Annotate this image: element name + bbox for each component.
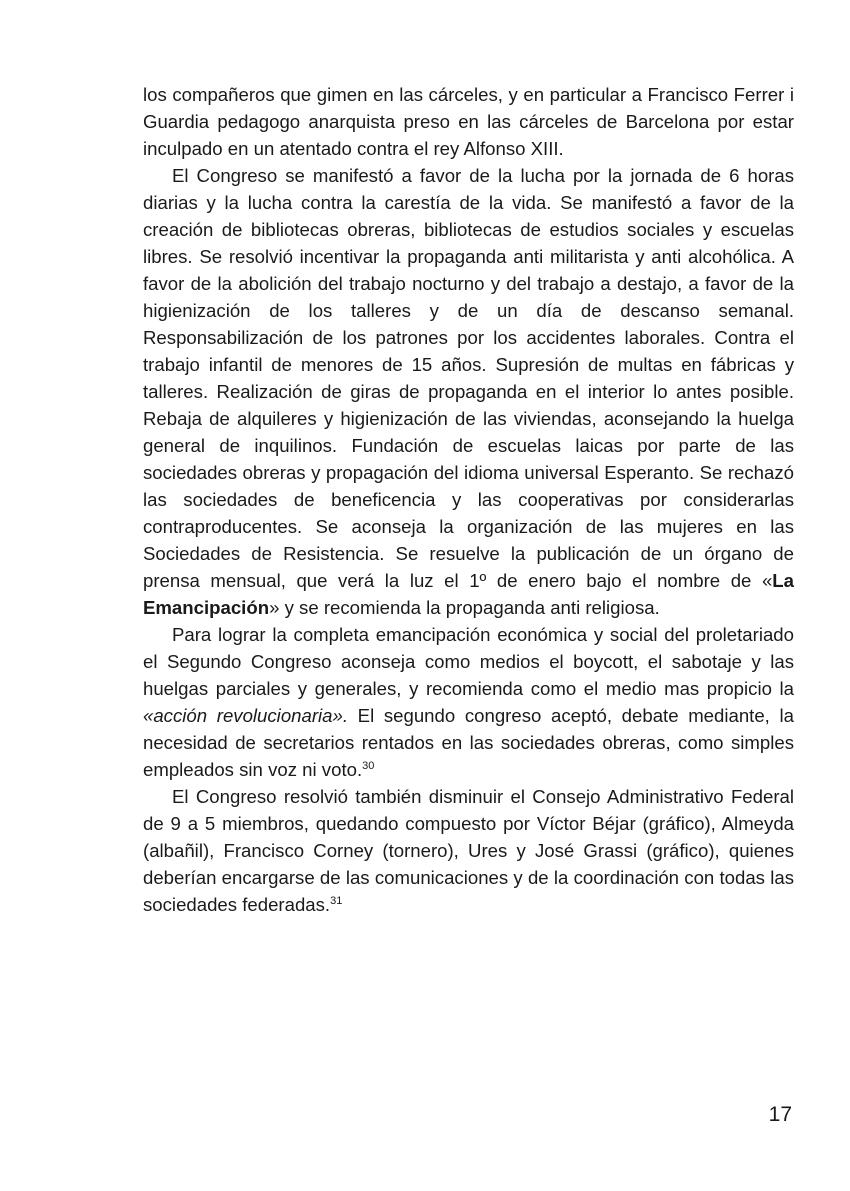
body-text [143, 81, 794, 918]
paragraph-3 [143, 621, 794, 783]
paragraph-2-text-a: El Congreso se manifestó a favor de la lucha por la jornada de 6 horas diarias y la lucha contra la carestía de la vida. Se manifestó a favor de la creación de bibliotecas obreras, bibliotecas de estudios sociales y escuelas libres. Se resolvió incentivar la propaganda anti militarista y anti alcohólica. A favor de la abolición del trabajo nocturno y del trabajo a destajo, a favor de la higienización de los talleres y de un día de descanso semanal. Responsabilización de los patrones por los accidentes laborales. Contra el trabajo infantil de menores de 15 años. Supresión de multas en fábricas y talleres. Realización de giras de propaganda en el interior lo antes posible. Rebaja de alquileres y higienización de las viviendas, aconsejando la huelga general de inquilinos. Fundación de escuelas laicas por parte de las sociedades obreras y propagación del idioma universal Esperanto. Se rechazó las sociedades de beneficencia y las cooperativas por considerarlas contraproducentes. Se aconseja la organización de las mujeres en las Sociedades de Resistencia. Se resuelve la publicación de un órgano de prensa mensual, que verá la luz el 1º de enero bajo el nombre de « [143, 165, 794, 591]
paragraph-2 [143, 162, 794, 621]
italic-phrase: «acción revolucionaria». [143, 705, 349, 726]
paragraph-4 [143, 783, 794, 918]
paragraph-2-text-b: » y se recomienda la propaganda anti religiosa. [269, 597, 660, 618]
paragraph-1-text: los compañeros que gimen en las cárceles, y en particular a Francisco Ferrer i Guardia pedagogo anarquista preso en las cárceles de Barcelona por estar inculpado en un atentado contra el rey Alfonso XIII. [143, 84, 794, 159]
paragraph-1 [143, 81, 794, 162]
paragraph-4-text: El Congreso resolvió también disminuir el Consejo Administrativo Federal de 9 a 5 miembros, quedando compuesto por Víctor Béjar (gráfico), Almeyda (albañil), Francisco Corney (tornero), Ures y José Grassi (gráfico), quienes deberían encargarse de las comunicaciones y de la coordinación con todas las sociedades federadas. [143, 786, 794, 915]
footnote-ref-31: 31 [330, 895, 343, 907]
footnote-ref-30: 30 [362, 760, 375, 772]
newspaper-title: La Emancipación [143, 570, 794, 618]
page-number: 17 [768, 1103, 792, 1126]
paragraph-3-text-b: El segundo congreso aceptó, debate mediante, la necesidad de secretarios rentados en las sociedades obreras, como simples empleados sin voz ni voto. [143, 705, 794, 780]
paragraph-3-text-a: Para lograr la completa emancipación económica y social del proletariado el Segundo Congreso aconseja como medios el boycott, el sabotaje y las huelgas parciales y generales, y recomienda como el medio mas propicio la [143, 624, 794, 699]
